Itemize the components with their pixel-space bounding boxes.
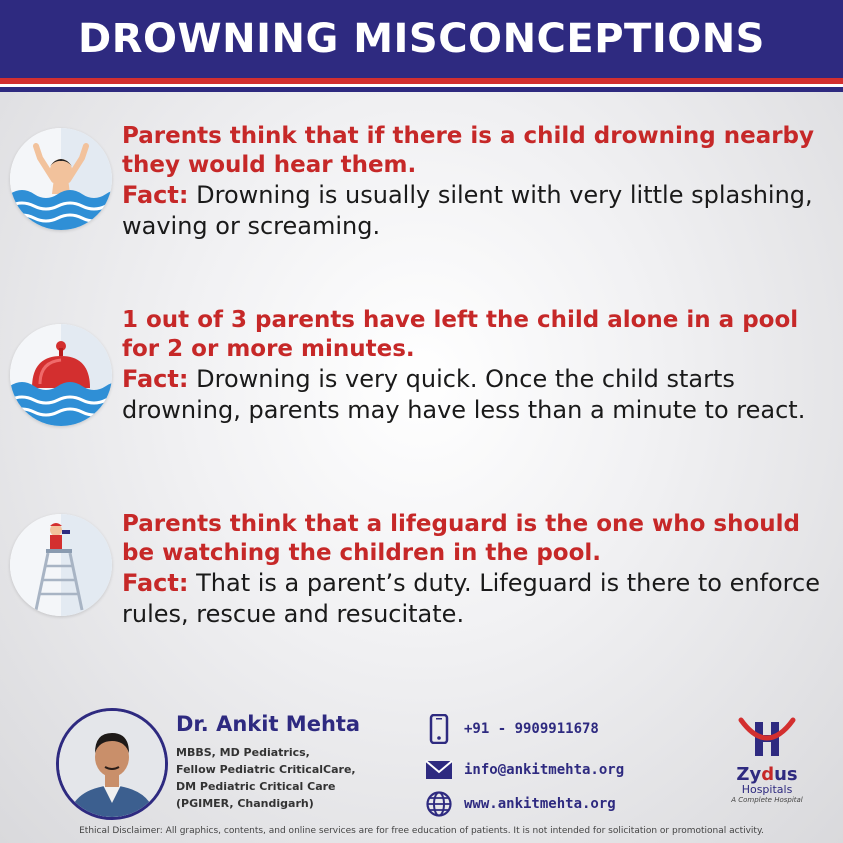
drowning-child-icon: [10, 128, 112, 230]
lifeguard-chair-icon: [10, 514, 112, 616]
fact-line: [122, 568, 837, 630]
item-text: [122, 510, 837, 630]
fact-text: That is a parent’s duty. Lifeguard is there to enforce rules, rescue and resucitate.: [122, 569, 820, 628]
page-title: DROWNING MISCONCEPTIONS: [77, 16, 765, 62]
ethical-disclaimer: Ethical Disclaimer: All graphics, contents, and online services are for free education of patients. It is not intended for solicitation or promotional activity.: [79, 826, 764, 836]
globe-icon: [424, 789, 454, 819]
footer: [0, 700, 843, 843]
fact-label: Fact:: [122, 181, 189, 209]
header-banner: [0, 0, 843, 78]
phone-icon: [424, 714, 454, 744]
fact-label: Fact:: [122, 365, 189, 393]
item-text: [122, 306, 837, 426]
fact-text: Drowning is usually silent with very little splashing, waving or screaming.: [122, 181, 813, 240]
phone-contact[interactable]: [424, 714, 599, 744]
brand-tagline: A Complete Hospital: [731, 796, 803, 804]
mail-icon: [424, 755, 454, 785]
credential-line: MBBS, MD Pediatrics,: [176, 746, 310, 759]
fact-text: Drowning is very quick. Once the child starts drowning, parents may have less than a minute to react.: [122, 365, 806, 424]
phone-number: +91 - 9909911678: [464, 721, 599, 737]
fact-line: [122, 364, 837, 426]
zydus-logo: [712, 716, 822, 826]
zydus-emblem-icon: [737, 716, 797, 762]
item-text: [122, 122, 837, 242]
email-contact[interactable]: [424, 755, 624, 785]
fact-line: [122, 180, 837, 242]
doctor-credentials: [176, 744, 356, 812]
doctor-photo: [56, 708, 168, 820]
email-address: info@ankitmehta.org: [464, 762, 625, 778]
misconception-question: Parents think that a lifeguard is the one who should be watching the children in the pool.: [122, 511, 801, 566]
buoy-icon: [10, 324, 112, 426]
website-url: www.ankitmehta.org: [464, 796, 616, 812]
doctor-name: Dr. Ankit Mehta: [176, 712, 361, 736]
fact-label: Fact:: [122, 569, 189, 597]
misconception-question: Parents think that if there is a child drowning nearby they would hear them.: [122, 123, 815, 178]
credential-line: DM Pediatric Critical Care: [176, 780, 336, 793]
credential-line: Fellow Pediatric CriticalCare,: [176, 763, 356, 776]
header-stripe-navy: [0, 87, 843, 92]
brand-name: Zydus: [736, 764, 798, 785]
misconception-question: 1 out of 3 parents have left the child alone in a pool for 2 or more minutes.: [122, 307, 799, 362]
website-contact[interactable]: [424, 789, 616, 819]
brand-sub: Hospitals: [741, 783, 793, 796]
credential-line: (PGIMER, Chandigarh): [176, 797, 314, 810]
